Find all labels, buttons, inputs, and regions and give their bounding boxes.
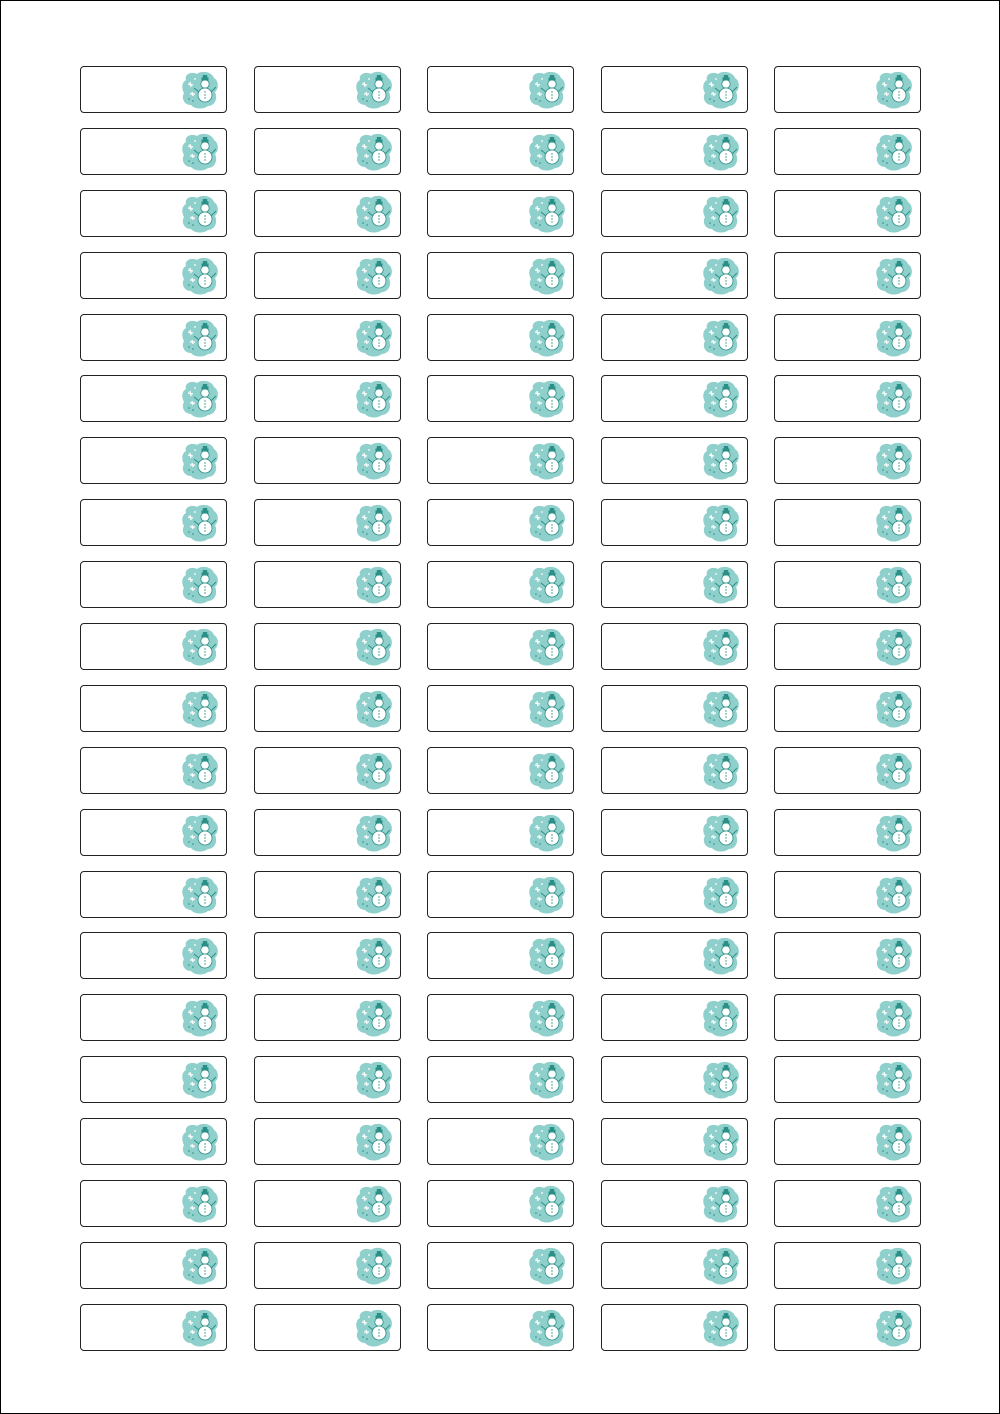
snowman-icon xyxy=(180,379,220,419)
label-cell xyxy=(254,994,401,1041)
label-grid xyxy=(80,66,921,1351)
label-cell xyxy=(80,252,227,299)
snowman-icon xyxy=(874,318,914,358)
snowman-icon xyxy=(874,1122,914,1162)
snowman-icon xyxy=(874,1060,914,1100)
snowman-icon xyxy=(701,689,741,729)
snowman-icon xyxy=(527,318,567,358)
snowman-icon xyxy=(180,936,220,976)
label-cell xyxy=(427,932,574,979)
snowman-icon xyxy=(527,565,567,605)
label-cell xyxy=(601,1118,748,1165)
label-cell xyxy=(427,314,574,361)
snowman-icon xyxy=(180,503,220,543)
snowman-icon xyxy=(354,256,394,296)
snowman-icon xyxy=(180,813,220,853)
snowman-icon xyxy=(874,875,914,915)
label-cell xyxy=(774,1056,921,1103)
snowman-icon xyxy=(874,1246,914,1286)
snowman-icon xyxy=(527,379,567,419)
label-cell xyxy=(427,561,574,608)
snowman-icon xyxy=(874,1308,914,1348)
snowman-icon xyxy=(874,813,914,853)
label-cell xyxy=(254,561,401,608)
label-cell xyxy=(80,1304,227,1351)
label-cell xyxy=(80,499,227,546)
label-cell xyxy=(254,623,401,670)
snowman-icon xyxy=(180,689,220,729)
snowman-icon xyxy=(874,194,914,234)
label-cell xyxy=(80,994,227,1041)
snowman-icon xyxy=(874,379,914,419)
snowman-icon xyxy=(180,875,220,915)
label-cell xyxy=(774,252,921,299)
snowman-icon xyxy=(527,70,567,110)
label-cell xyxy=(80,314,227,361)
snowman-icon xyxy=(180,441,220,481)
label-cell xyxy=(601,190,748,237)
label-cell xyxy=(80,1118,227,1165)
label-cell xyxy=(601,809,748,856)
snowman-icon xyxy=(527,627,567,667)
label-cell xyxy=(774,375,921,422)
snowman-icon xyxy=(874,627,914,667)
snowman-icon xyxy=(527,194,567,234)
label-cell xyxy=(80,932,227,979)
snowman-icon xyxy=(527,256,567,296)
label-cell xyxy=(427,437,574,484)
snowman-icon xyxy=(874,503,914,543)
label-cell xyxy=(254,1180,401,1227)
snowman-icon xyxy=(354,70,394,110)
snowman-icon xyxy=(701,627,741,667)
label-cell xyxy=(774,994,921,1041)
label-cell xyxy=(774,1180,921,1227)
label-cell xyxy=(427,747,574,794)
snowman-icon xyxy=(354,998,394,1038)
label-cell xyxy=(601,1242,748,1289)
label-cell xyxy=(427,375,574,422)
snowman-icon xyxy=(180,998,220,1038)
label-cell xyxy=(80,871,227,918)
label-cell xyxy=(254,375,401,422)
label-cell xyxy=(427,1118,574,1165)
label-cell xyxy=(774,499,921,546)
snowman-icon xyxy=(354,689,394,729)
label-cell xyxy=(254,252,401,299)
snowman-icon xyxy=(527,441,567,481)
snowman-icon xyxy=(354,1184,394,1224)
snowman-icon xyxy=(701,998,741,1038)
snowman-icon xyxy=(701,441,741,481)
snowman-icon xyxy=(874,751,914,791)
snowman-icon xyxy=(180,194,220,234)
label-cell xyxy=(601,66,748,113)
snowman-icon xyxy=(527,1308,567,1348)
snowman-icon xyxy=(701,1308,741,1348)
label-cell xyxy=(601,375,748,422)
snowman-icon xyxy=(354,936,394,976)
label-cell xyxy=(774,809,921,856)
label-cell xyxy=(427,66,574,113)
label-cell xyxy=(774,1242,921,1289)
snowman-icon xyxy=(354,441,394,481)
label-cell xyxy=(254,1304,401,1351)
label-cell xyxy=(601,1056,748,1103)
snowman-icon xyxy=(874,70,914,110)
snowman-icon xyxy=(527,1122,567,1162)
snowman-icon xyxy=(180,1184,220,1224)
label-cell xyxy=(427,623,574,670)
snowman-icon xyxy=(701,813,741,853)
label-cell xyxy=(601,747,748,794)
label-cell xyxy=(254,314,401,361)
snowman-icon xyxy=(527,875,567,915)
snowman-icon xyxy=(874,565,914,605)
snowman-icon xyxy=(180,565,220,605)
snowman-icon xyxy=(701,936,741,976)
label-cell xyxy=(427,252,574,299)
label-cell xyxy=(774,685,921,732)
label-cell xyxy=(774,932,921,979)
snowman-icon xyxy=(354,751,394,791)
snowman-icon xyxy=(354,875,394,915)
label-cell xyxy=(601,994,748,1041)
label-cell xyxy=(601,561,748,608)
label-cell xyxy=(427,871,574,918)
snowman-icon xyxy=(701,379,741,419)
label-cell xyxy=(774,747,921,794)
snowman-icon xyxy=(180,1308,220,1348)
snowman-icon xyxy=(527,1184,567,1224)
label-cell xyxy=(254,871,401,918)
label-cell xyxy=(80,66,227,113)
snowman-icon xyxy=(354,1308,394,1348)
label-cell xyxy=(80,1242,227,1289)
snowman-icon xyxy=(527,132,567,172)
label-cell xyxy=(80,809,227,856)
label-cell xyxy=(774,1118,921,1165)
snowman-icon xyxy=(180,256,220,296)
label-cell xyxy=(427,190,574,237)
label-cell xyxy=(601,1180,748,1227)
snowman-icon xyxy=(701,70,741,110)
snowman-icon xyxy=(354,194,394,234)
snowman-icon xyxy=(874,132,914,172)
snowman-icon xyxy=(527,689,567,729)
snowman-icon xyxy=(180,1122,220,1162)
snowman-icon xyxy=(701,318,741,358)
snowman-icon xyxy=(354,132,394,172)
snowman-icon xyxy=(874,936,914,976)
snowman-icon xyxy=(354,627,394,667)
snowman-icon xyxy=(701,1246,741,1286)
label-cell xyxy=(254,1242,401,1289)
snowman-icon xyxy=(527,998,567,1038)
label-cell xyxy=(774,623,921,670)
label-cell xyxy=(601,128,748,175)
label-cell xyxy=(80,685,227,732)
snowman-icon xyxy=(354,503,394,543)
snowman-icon xyxy=(354,318,394,358)
label-cell xyxy=(601,932,748,979)
label-cell xyxy=(80,190,227,237)
label-cell xyxy=(427,809,574,856)
label-cell xyxy=(601,1304,748,1351)
snowman-icon xyxy=(874,441,914,481)
snowman-icon xyxy=(354,379,394,419)
label-cell xyxy=(427,994,574,1041)
snowman-icon xyxy=(874,1184,914,1224)
label-cell xyxy=(427,1056,574,1103)
label-cell xyxy=(80,561,227,608)
label-cell xyxy=(254,1056,401,1103)
snowman-icon xyxy=(180,132,220,172)
label-cell xyxy=(601,499,748,546)
snowman-icon xyxy=(527,1060,567,1100)
label-cell xyxy=(80,1180,227,1227)
snowman-icon xyxy=(354,565,394,605)
label-cell xyxy=(80,375,227,422)
snowman-icon xyxy=(874,998,914,1038)
label-cell xyxy=(774,190,921,237)
label-cell xyxy=(254,128,401,175)
label-cell xyxy=(601,871,748,918)
label-cell xyxy=(774,314,921,361)
snowman-icon xyxy=(527,936,567,976)
label-cell xyxy=(80,128,227,175)
label-cell xyxy=(80,437,227,484)
snowman-icon xyxy=(701,565,741,605)
snowman-icon xyxy=(527,503,567,543)
snowman-icon xyxy=(180,751,220,791)
snowman-icon xyxy=(527,1246,567,1286)
snowman-icon xyxy=(701,256,741,296)
label-cell xyxy=(254,190,401,237)
snowman-icon xyxy=(180,1060,220,1100)
snowman-icon xyxy=(180,1246,220,1286)
label-cell xyxy=(601,685,748,732)
snowman-icon xyxy=(354,813,394,853)
label-cell xyxy=(601,623,748,670)
snowman-icon xyxy=(701,1184,741,1224)
snowman-icon xyxy=(874,256,914,296)
label-cell xyxy=(427,1180,574,1227)
label-cell xyxy=(774,437,921,484)
label-cell xyxy=(427,499,574,546)
snowman-icon xyxy=(354,1060,394,1100)
snowman-icon xyxy=(527,751,567,791)
label-cell xyxy=(254,932,401,979)
snowman-icon xyxy=(701,194,741,234)
snowman-icon xyxy=(701,503,741,543)
label-cell xyxy=(254,437,401,484)
snowman-icon xyxy=(701,132,741,172)
snowman-icon xyxy=(701,1122,741,1162)
label-cell xyxy=(601,314,748,361)
label-cell xyxy=(601,252,748,299)
snowman-icon xyxy=(701,875,741,915)
label-cell xyxy=(254,685,401,732)
snowman-icon xyxy=(180,627,220,667)
snowman-icon xyxy=(874,689,914,729)
label-cell xyxy=(601,437,748,484)
snowman-icon xyxy=(180,318,220,358)
label-cell xyxy=(254,66,401,113)
label-cell xyxy=(80,747,227,794)
label-cell xyxy=(254,747,401,794)
label-cell xyxy=(254,809,401,856)
label-cell xyxy=(774,128,921,175)
label-cell xyxy=(774,1304,921,1351)
snowman-icon xyxy=(527,813,567,853)
label-cell xyxy=(427,685,574,732)
label-cell xyxy=(427,128,574,175)
snowman-icon xyxy=(354,1122,394,1162)
label-cell xyxy=(80,623,227,670)
label-cell xyxy=(774,561,921,608)
snowman-icon xyxy=(180,70,220,110)
label-cell xyxy=(427,1242,574,1289)
snowman-icon xyxy=(701,1060,741,1100)
label-cell xyxy=(80,1056,227,1103)
label-cell xyxy=(254,1118,401,1165)
snowman-icon xyxy=(354,1246,394,1286)
label-cell xyxy=(427,1304,574,1351)
label-cell xyxy=(774,66,921,113)
label-cell xyxy=(254,499,401,546)
label-cell xyxy=(774,871,921,918)
snowman-icon xyxy=(701,751,741,791)
